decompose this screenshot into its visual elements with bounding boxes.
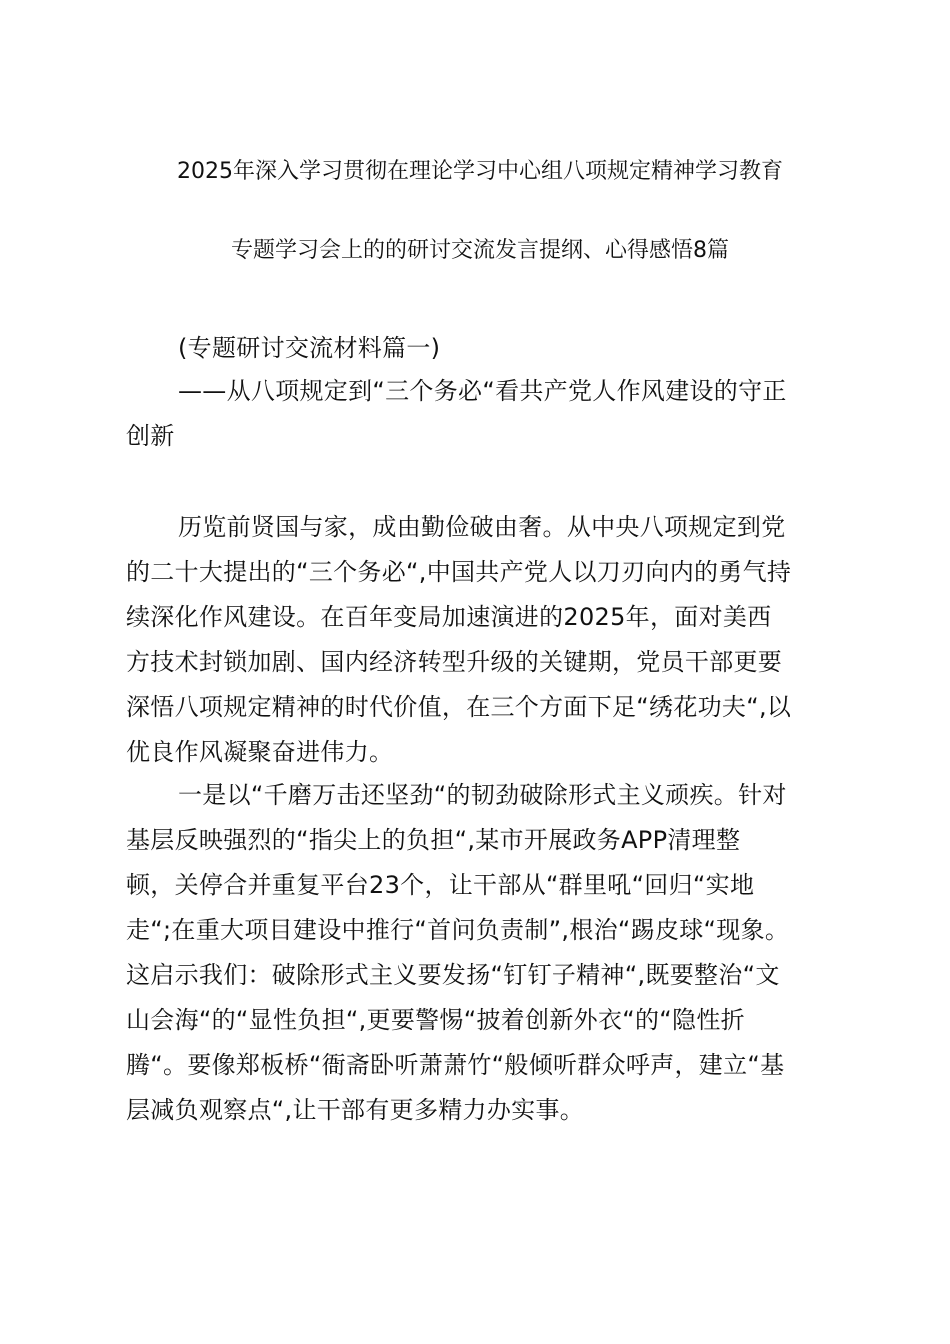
paragraph-line: 续深化作风建设。在百年变局加速演进的2025年，面对美西 <box>126 603 772 631</box>
section-label <box>126 326 836 371</box>
paragraph-2 <box>126 773 836 1133</box>
paragraph-line: 一是以“千磨万击还坚劲“的韧劲破除形式主义顽疾。针对 <box>178 781 787 809</box>
subtitle-line: 创新 <box>126 422 175 450</box>
paragraph-line: 这启示我们：破除形式主义要发扬“钉钉子精神“,既要整治“文 <box>126 961 780 989</box>
paragraph-line: 方技术封锁加剧、国内经济转型升级的关键期，党员干部更要 <box>126 648 783 676</box>
paragraph-line: 山会海“的“显性负担“,更要警惕“披着创新外衣“的“隐性折 <box>126 1006 745 1034</box>
paragraph-line: 顿，关停合并重复平台23个，让干部从“群里吼“回归“实地 <box>126 871 755 899</box>
document-title-line-2: 专题学习会上的的研讨交流发言提纲、心得感悟8篇 <box>231 238 729 263</box>
paragraph-line: 基层反映强烈的“指尖上的负担“,某市开展政务APP清理整 <box>126 826 741 854</box>
subtitle-line: ——从八项规定到“三个务必“看共产党人作风建设的守正 <box>178 377 787 405</box>
paragraph-line: 腾“。要像郑板桥“衙斋卧听萧萧竹“般倾听群众呼声，建立“基 <box>126 1051 785 1079</box>
subtitle-block <box>126 369 836 459</box>
paragraph-line: 优良作风凝聚奋进伟力。 <box>126 738 394 766</box>
paragraph-line: 深悟八项规定精神的时代价值，在三个方面下足“绣花功夫“,以 <box>126 693 792 721</box>
paragraph-line: 的二十大提出的“三个务必“,中国共产党人以刀刃向内的勇气持 <box>126 558 792 586</box>
paragraph-line: 层减负观察点“,让干部有更多精力办实事。 <box>126 1096 585 1124</box>
paragraph-line: 历览前贤国与家，成由勤俭破由奢。从中央八项规定到党 <box>178 513 786 541</box>
paragraph-line: 走“;在重大项目建设中推行“首问负责制”,根治“踢皮球“现象。 <box>126 916 790 944</box>
document-title-line-1: 2025年深入学习贯彻在理论学习中心组八项规定精神学习教育 <box>177 159 783 184</box>
paragraph-1 <box>126 505 836 775</box>
section-label-text: (专题研讨交流材料篇一) <box>178 334 441 362</box>
